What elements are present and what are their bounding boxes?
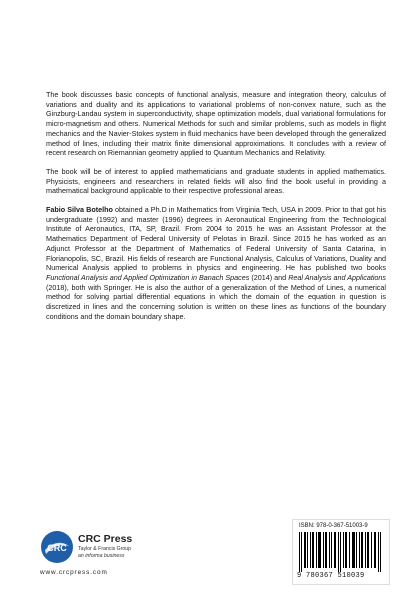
author-bio-text-3: (2018), both with Springer. He is also the author of a generalization of the Method of Lines, a numerical method for solving partial differential equations in which the domain of the equation in question is discretized in lines and the concerning solution is written on these lines as functions of the boundary conditions and the domain boundary shape. xyxy=(46,282,386,321)
logo-text: CRC xyxy=(47,543,67,553)
publisher-tagline: an informa business xyxy=(78,553,125,559)
book-title-1: Functional Analysis and Applied Optimization in Banach Spaces xyxy=(46,272,250,282)
description-paragraph-2: The book will be of interest to applied mathematicians and graduate students in applied mathematics. Physicists, engineers and researchers in related fields will also find the book useful in providing a mathematical background applicable to their respective professional areas. xyxy=(46,166,386,196)
publisher-block xyxy=(40,530,160,580)
cover-text-block xyxy=(46,90,386,330)
publisher-name: CRC Press xyxy=(78,533,133,545)
author-bio-text-1: obtained a Ph.D in Mathematics from Virginia Tech, USA in 2009. Prior to that got his undergraduate (1992) and master (1996) degrees in Aeronautical Engineering from the Technological Institute of Aeronautics, ITA, SP, Brazil. From 2004 to 2015 he was an Assistant Professor at the Mathematics Department of Federal University of Pelotas in Brazil. Since 2015 he has worked as an Adjunct Professor at the Department of Mathematics of Federal University of Santa Catarina, in Florianopolis, SC, Brazil. His fields of research are Functional Analysis, Calculus of Variations, Duality and Numerical Analysis applied to problems in physics and engineering. He has published two books xyxy=(46,205,386,273)
isbn-barcode-block xyxy=(292,519,390,585)
author-bio-text-2: (2014) and xyxy=(249,272,289,282)
barcode-digits: 9 780367 510039 xyxy=(297,572,365,580)
book-title-2: Real Analysis and Applications xyxy=(288,272,387,282)
isbn-label: ISBN: 978-0-367-51003-9 xyxy=(299,523,368,529)
description-paragraph-1: The book discusses basic concepts of functional analysis, measure and integration theory, calculus of variations and duality and its applications to variational problems of non-convex nature, such as the Ginzburg-Landau system in superconductivity, shape optimization models, dual variational formulations for micro-magnetism and others. Numerical Methods for such and similar problems, such as models in flight mechanics and the Navier-Stokes system in fluid mechanics have been developed through the generalized method of lines, including their matrix finite dimensional approximations. It concludes with a review of recent research on Riemannian geometry applied to Quantum Mechanics and Relativity. xyxy=(46,90,386,158)
author-name: Fabio Silva Botelho xyxy=(46,205,113,215)
crc-logo-icon xyxy=(40,530,74,564)
publisher-group: Taylor & Francis Group xyxy=(78,546,132,552)
author-bio xyxy=(46,205,386,321)
barcode-icon xyxy=(297,532,385,572)
publisher-website[interactable]: www.crcpress.com xyxy=(40,569,108,576)
